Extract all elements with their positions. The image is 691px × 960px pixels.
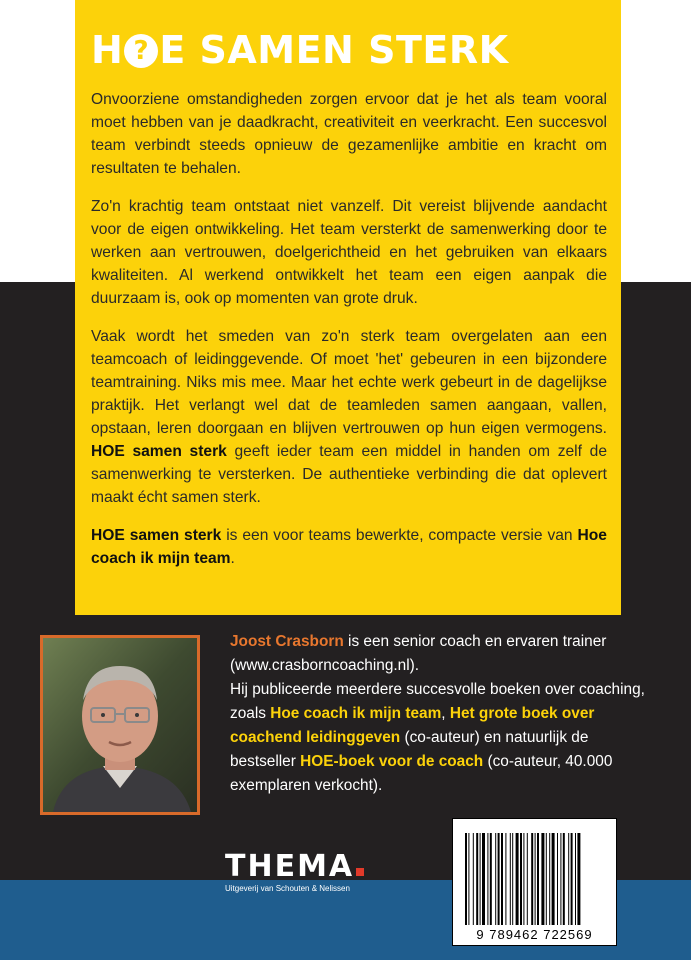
author-name: Joost Crasborn — [230, 633, 344, 650]
barcode-bars-icon — [465, 833, 605, 925]
blurb-paragraph-1: Onvoorziene omstandigheden zorgen ervoor dat je het als team vooral moet hebben van je daadkracht, creativiteit en veerkracht. Een succesvol team verbindt steeds opnieuw de gezamenlijke ambitie en kracht om resultaten te behalen. — [91, 90, 607, 177]
publisher-subtitle: Uitgeverij van Schouten & Nelissen — [225, 884, 350, 893]
publisher-brand: THEMA — [225, 849, 355, 884]
publisher-logo — [225, 849, 405, 893]
book-title: H ? E SAMEN STERK — [91, 28, 509, 72]
logo-dot-icon — [356, 868, 364, 876]
question-o-icon: ? — [124, 34, 158, 68]
back-cover-text-panel — [75, 0, 621, 615]
author-photo — [40, 635, 200, 815]
blurb-paragraph-2: Zo'n krachtig team ontstaat niet vanzelf. Dit vereist blijvende aandacht voor de eigen ontwikkeling. Het team versterkt de samenwerking door te werken aan vertrouwen, doelgerichtheid en het gebruiken van elkaars kwaliteiten. Al werkend ontwikkelt het team een eigen aanpak die duurzaam is, ook op momenten van grote druk. — [91, 197, 607, 307]
blurb-paragraph-3: Vaak wordt het smeden van zo'n sterk team overgelaten aan een teamcoach of leidinggevende. Of moet 'het' gebeuren in een bijzondere teamtraining. Niks mis mee. Maar het echte werk gebeurt in de dagelijkse praktijk. Het verlangt wel dat de teamleden samen aangaan, vallen, opstaan, leren doorgaan en blijven vertrouwen op hun eigen vermogens. HOE samen sterk geeft ieder team een middel in handen om zelf de samenwerking te versterken. De authentieke verbinding die dat oplevert maakt écht samen sterk. — [91, 327, 607, 506]
isbn-number: 9 789462 722569 — [476, 927, 593, 942]
author-portrait-image — [43, 638, 197, 812]
author-bio: Joost Crasborn is een senior coach en ervaren trainer (www.crasborncoaching.nl). Hij publiceerde meerdere succesvolle boeken over coaching, zoals Hoe coach ik mijn team, Het grote boek over coachend leidinggeven (co-auteur) en natuurlijk de bestseller HOE-boek voor de coach (co-auteur, 40.000 exemplaren verkocht). — [230, 633, 645, 794]
book-reference-2: Het grote boek over coachend leidinggeven — [230, 705, 595, 746]
blurb-paragraph-4: HOE samen sterk is een voor teams bewerkte, compacte versie van Hoe coach ik mijn team. — [91, 526, 607, 567]
book-reference-1: Hoe coach ik mijn team — [270, 705, 442, 722]
book-reference-3: HOE-boek voor de coach — [300, 753, 484, 770]
isbn-barcode — [452, 818, 617, 946]
